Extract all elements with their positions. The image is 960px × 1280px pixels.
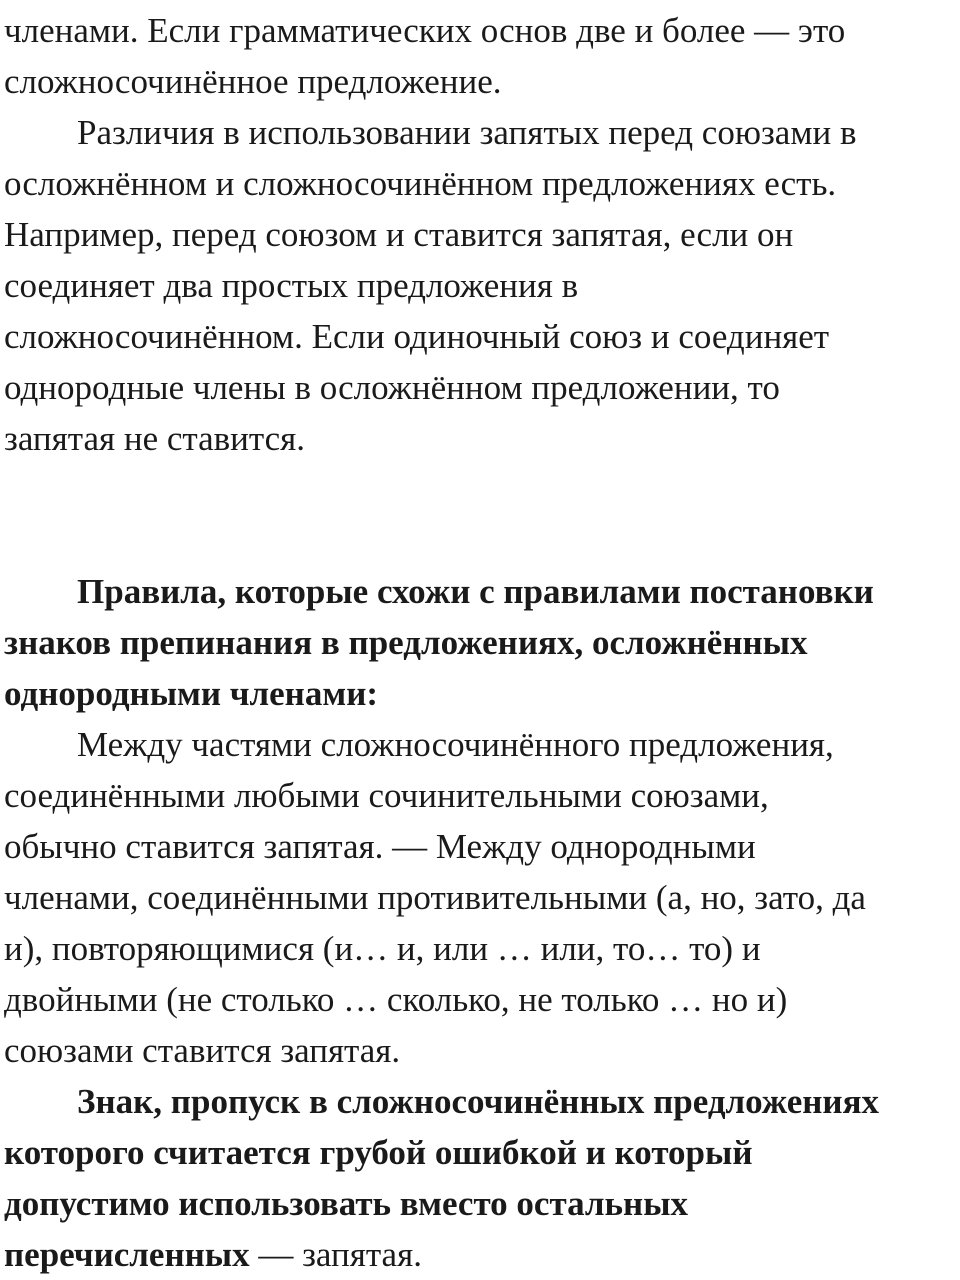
text-line: союзами ставится запятая. bbox=[4, 1031, 401, 1070]
bold-term: перечисленных bbox=[4, 1235, 250, 1274]
paragraph-comma-differences bbox=[4, 107, 960, 464]
text-line: членами, соединёнными противительными (а, но, зато, да bbox=[4, 878, 866, 917]
heading-line: знаков препинания в предложениях, осложнённых bbox=[4, 623, 808, 662]
heading-line: однородными членами: bbox=[4, 674, 379, 713]
text-line: соединёнными любыми сочинительными союзами, bbox=[4, 776, 769, 815]
bold-text-line: которого считается грубой ошибкой и который bbox=[4, 1133, 753, 1172]
answer-text: — запятая. bbox=[249, 1235, 422, 1274]
heading-similar-rules bbox=[4, 566, 960, 719]
paragraph-punctuation-sign-answer bbox=[4, 1076, 960, 1280]
text-line: Например, перед союзом и ставится запятая, если он bbox=[4, 215, 794, 254]
heading-line: Правила, которые схожи с правилами постановки bbox=[77, 572, 874, 611]
text-line: членами. Если грамматических основ две и более — это bbox=[4, 11, 846, 50]
text-line: двойными (не столько … сколько, не только … но и) bbox=[4, 980, 788, 1019]
text-line: Различия в использовании запятых перед союзами в bbox=[77, 113, 857, 152]
bold-text-line: допустимо использовать вместо остальных bbox=[4, 1184, 689, 1223]
text-line: сложносочинённое предложение. bbox=[4, 62, 502, 101]
text-line: Между частями сложносочинённого предложения, bbox=[77, 725, 834, 764]
text-line: однородные члены в осложнённом предложении, то bbox=[4, 368, 780, 407]
bold-text-line: Знак, пропуск в сложносочинённых предложениях bbox=[77, 1082, 880, 1121]
text-line: соединяет два простых предложения в bbox=[4, 266, 579, 305]
vertical-gap bbox=[4, 464, 960, 566]
answer-line bbox=[4, 1229, 960, 1280]
text-line: и), повторяющимися (и… и, или … или, то… то) и bbox=[4, 929, 761, 968]
paragraph-rules-comparison bbox=[4, 719, 960, 1076]
text-line: обычно ставится запятая. — Между однородными bbox=[4, 827, 756, 866]
text-line: запятая не ставится. bbox=[4, 419, 306, 458]
paragraph-complex-sentence-definition bbox=[4, 5, 960, 107]
text-line: сложносочинённом. Если одиночный союз и соединяет bbox=[4, 317, 830, 356]
text-line: осложнённом и сложносочинённом предложениях есть. bbox=[4, 164, 837, 203]
document-page bbox=[4, 0, 960, 1280]
